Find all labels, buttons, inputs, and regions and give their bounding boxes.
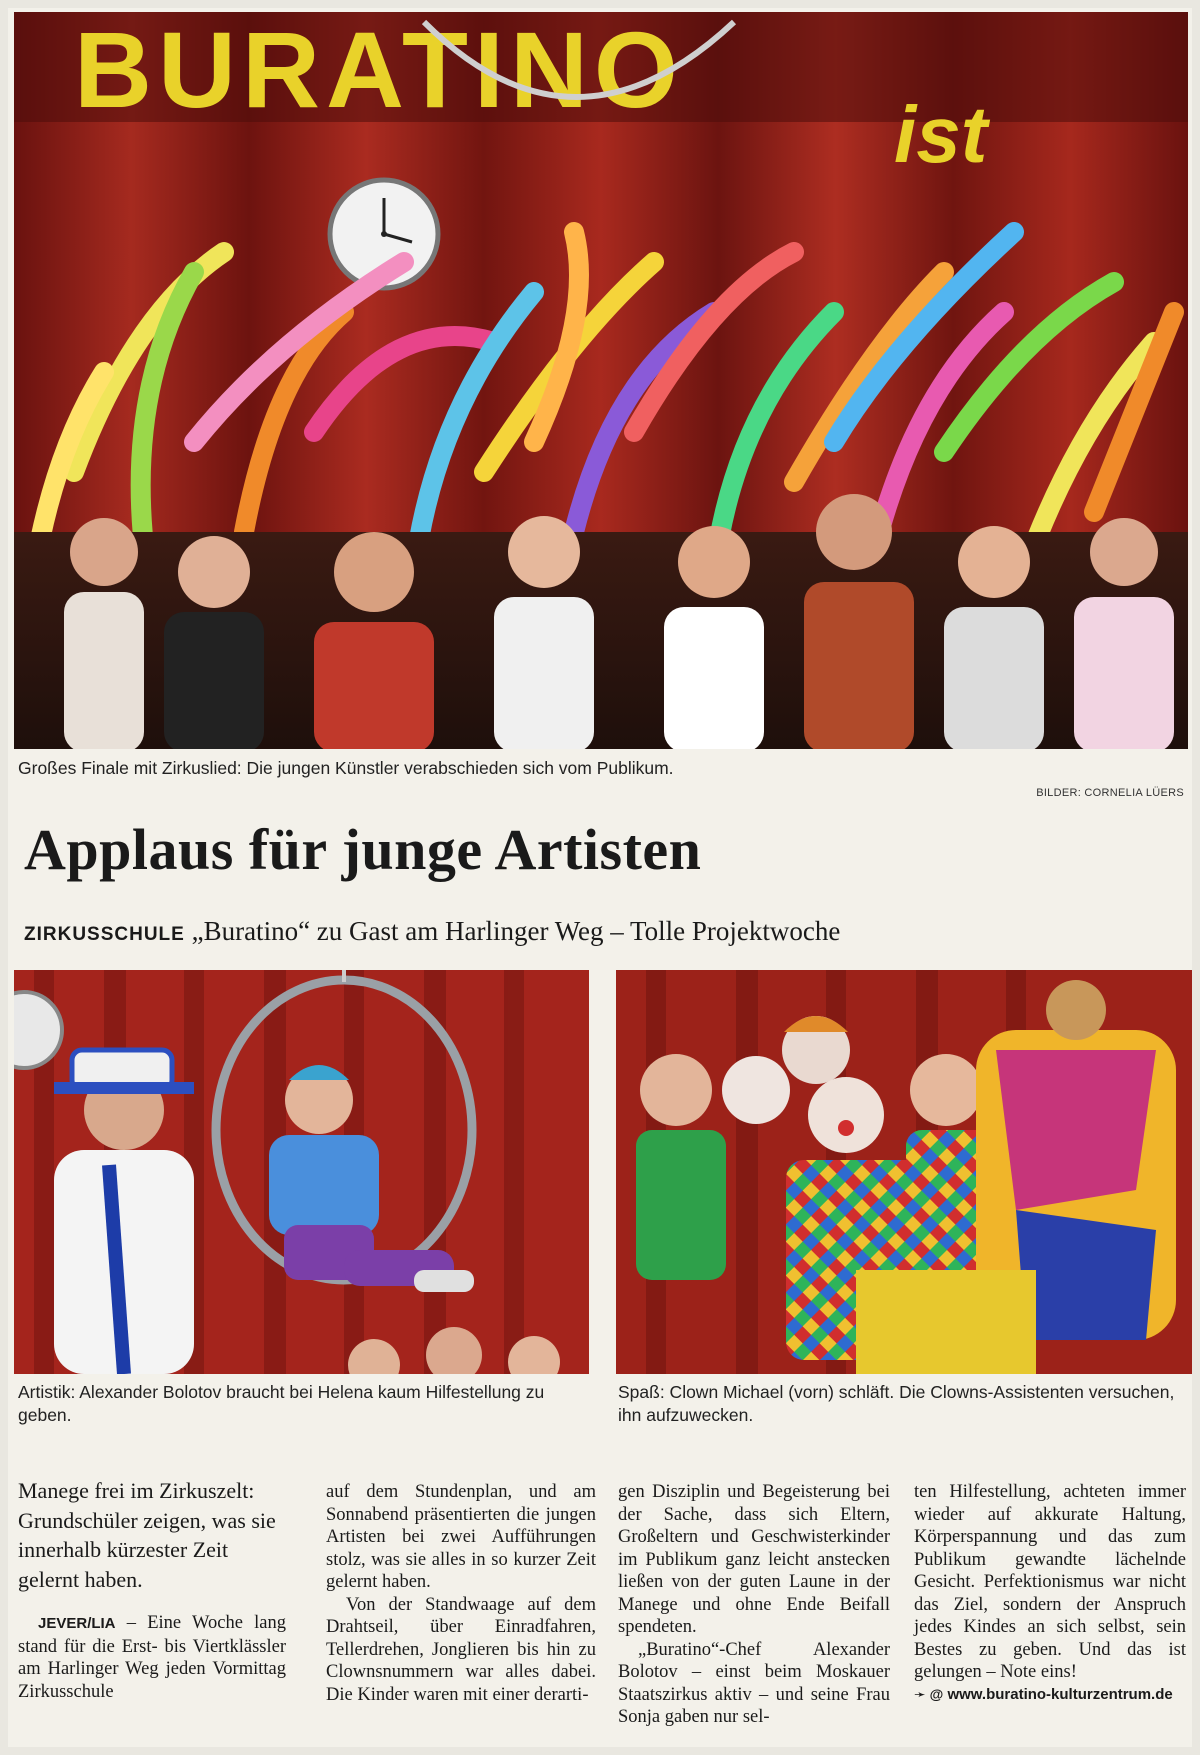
article-paragraph: gen Disziplin und Begeisterung bei der Sache, dass sich Eltern, Großeltern und Geschwisterkinder im Publikum ganz leicht anstecken ließen von der guten Laune in der Manege und ohne Ende Beifall spendeten. [618, 1482, 890, 1637]
article-lead-paragraph [18, 1612, 286, 1703]
article-column-1 [18, 1476, 286, 1703]
photo-credit: BILDER: CORNELIA LÜERS [1036, 787, 1184, 799]
article-lead-text: – Eine Woche lang stand für die Erst- bis Viertklässler am Harlinger Weg jeden Vormittag Zirkusschule [18, 1613, 286, 1702]
article-column-2 [326, 1481, 596, 1706]
finale-illustration [14, 12, 1188, 749]
caption-right: Spaß: Clown Michael (vorn) schläft. Die Clowns-Assistenten versuchen, ihn aufzuwecken. [618, 1382, 1175, 1425]
artistik-illustration [14, 970, 589, 1374]
photo-grand-finale [14, 12, 1188, 749]
article-paragraph: ten Hilfestellung, achteten immer wieder auf akkurate Haltung, Körperspannung und das zum Publikum gewandte lächelnde Gesicht. Perfektionismus war nicht das Ziel, sondern der Anspruch jedes Kindes an sich selbst, sein Bestes zu geben. Und das ist gelungen – Note eins! [914, 1482, 1186, 1682]
newspaper-page [8, 8, 1192, 1747]
caption-left: Artistik: Alexander Bolotov braucht bei Helena kaum Hilfestellung zu geben. [18, 1382, 545, 1425]
section-kicker: ZIRKUSSCHULE [24, 924, 185, 945]
caption-top: Großes Finale mit Zirkuslied: Die jungen Künstler verabschieden sich vom Publikum. [18, 758, 674, 778]
banner-lettering-right: ist [894, 90, 988, 179]
photo-clowns [616, 970, 1192, 1374]
web-link[interactable]: www.buratino-kulturzentrum.de [947, 1685, 1173, 1703]
banner-lettering: BURATINO [74, 12, 684, 130]
article-column-4 [914, 1481, 1186, 1705]
web-arrow-icon: ➛ @ [914, 1685, 944, 1702]
web-link-row [914, 1684, 1186, 1705]
article-column-3 [618, 1481, 890, 1729]
article-subheadline-row [24, 914, 840, 952]
article-dateline: JEVER/LIA [38, 1615, 116, 1632]
article-paragraph: auf dem Stundenplan, und am Sonnabend präsentierten die jungen Artisten bei zwei Aufführungen stolz, was sie alles in so kurzer Zeit gelernt haben. [326, 1482, 596, 1592]
photo-artistik [14, 970, 589, 1374]
clowns-illustration [616, 970, 1192, 1374]
article-teaser: Manege frei im Zirkuszelt: Grundschüler zeigen, was sie innerhalb kürzester Zeit gelernt haben. [18, 1478, 276, 1592]
article-subheadline: „Buratino“ zu Gast am Harlinger Weg – Tolle Projektwoche [191, 916, 841, 946]
article-paragraph: Von der Standwaage auf dem Drahtseil, über Einradfahren, Tellerdrehen, Jonglieren bis hin zu Clownsnummern war alles dabei. Die Kinder waren mit einer derarti- [326, 1594, 596, 1705]
yellow-box [856, 1270, 1036, 1374]
article-paragraph: „Buratino“-Chef Alexander Bolotov – einst beim Moskauer Staatszirkus aktiv – und seine Frau Sonja gaben nur sel- [618, 1639, 890, 1727]
article-headline: Applaus für junge Artisten [24, 817, 702, 882]
